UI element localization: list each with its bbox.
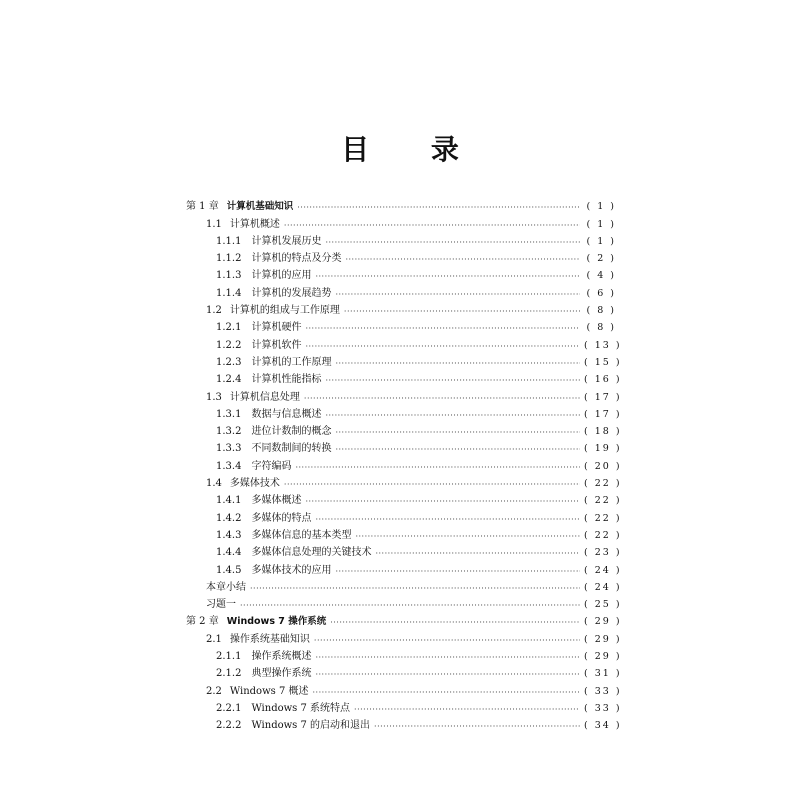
toc-entry-title: 进位计数制的概念 <box>251 426 332 438</box>
dot-leader <box>355 532 580 542</box>
toc-entry-page: ( 29 ) <box>584 651 622 663</box>
toc-entry-page: ( 1 ) <box>586 201 616 213</box>
toc-entry-title: 数据与信息概述 <box>251 408 322 420</box>
toc-entry-number: 1.4.4 <box>216 547 242 559</box>
toc-subsection-entry <box>186 265 616 282</box>
dot-leader <box>250 584 580 594</box>
toc-section-entry <box>186 213 616 230</box>
toc-entry-page: ( 17 ) <box>584 391 622 403</box>
toc-entry-title: 多媒体信息的基本类型 <box>251 529 352 541</box>
toc-entry-page: ( 15 ) <box>584 356 622 368</box>
dot-leader <box>304 394 580 404</box>
toc-chapter-entry <box>186 196 616 213</box>
toc-entry-title: Windows 7 概述 <box>229 685 309 697</box>
toc-entry-title: 计算机信息处理 <box>229 391 300 403</box>
dot-leader <box>305 342 580 352</box>
toc-entry-title: 不同数制间的转换 <box>251 443 332 455</box>
toc-entry-page: ( 8 ) <box>586 322 616 334</box>
toc-entry-title: 计算机概述 <box>229 218 280 230</box>
toc-entry-page: ( 17 ) <box>584 408 622 420</box>
toc-subsection-entry <box>186 369 622 386</box>
toc-entry-number: 1.3.4 <box>216 460 242 472</box>
toc-entry-title: 本章小结 <box>206 581 246 593</box>
toc-entry-number: 1.4 <box>206 478 222 490</box>
toc-subsection-entry <box>186 715 622 732</box>
toc-entry-title: 操作系统概述 <box>251 651 312 663</box>
toc-entry-number: 1.1 <box>206 218 222 230</box>
toc-entry-number: 1.3.3 <box>216 443 242 455</box>
toc-subsection-entry <box>186 421 622 438</box>
dot-leader <box>335 428 580 438</box>
toc-entry-number: 1.1.1 <box>216 235 242 247</box>
toc-entry-title: 计算机的特点及分类 <box>251 253 342 265</box>
toc-section-entry <box>186 386 622 403</box>
toc-subsection-entry <box>186 282 616 299</box>
toc-entry-title: 计算机的组成与工作原理 <box>229 305 340 317</box>
toc-entry-number: 1.2 <box>206 305 222 317</box>
toc-entry-title: 计算机基础知识 <box>226 201 294 213</box>
toc-subsection-entry <box>186 542 622 559</box>
dot-leader <box>325 238 580 248</box>
page-title: 目 录 <box>341 133 485 166</box>
toc-entry-page: ( 23 ) <box>584 547 622 559</box>
toc-section-entry <box>186 577 622 594</box>
toc-entry-page: ( 2 ) <box>586 253 616 265</box>
toc-subsection-entry <box>186 646 622 663</box>
toc-section-entry <box>186 628 622 645</box>
toc-entry-title: 字符编码 <box>251 460 292 472</box>
dot-leader <box>240 601 580 611</box>
toc-entry-title: 计算机的应用 <box>251 270 312 282</box>
table-of-contents <box>186 196 622 732</box>
dot-leader <box>335 445 580 455</box>
dot-leader <box>314 636 580 646</box>
toc-entry-title: 多媒体技术的应用 <box>251 564 332 576</box>
toc-subsection-entry <box>186 231 616 248</box>
toc-subsection-entry <box>186 490 622 507</box>
toc-entry-number: 1.2.3 <box>216 356 242 368</box>
toc-entry-page: ( 22 ) <box>584 512 622 524</box>
toc-section-entry <box>186 680 622 697</box>
toc-entry-number: 1.3.1 <box>216 408 242 420</box>
toc-entry-page: ( 29 ) <box>584 633 622 645</box>
toc-entry-page: ( 18 ) <box>584 426 622 438</box>
dot-leader <box>312 688 580 698</box>
toc-entry-title: 多媒体概述 <box>251 495 302 507</box>
dot-leader <box>284 480 580 490</box>
dot-leader <box>354 705 580 715</box>
toc-entry-page: ( 33 ) <box>584 702 622 714</box>
toc-entry-title: 计算机硬件 <box>251 322 302 334</box>
toc-entry-number: 1.4.3 <box>216 529 242 541</box>
toc-section-entry <box>186 473 622 490</box>
toc-subsection-entry <box>186 404 622 421</box>
dot-leader <box>315 653 580 663</box>
toc-entry-page: ( 25 ) <box>584 599 622 611</box>
toc-entry-page: ( 24 ) <box>584 564 622 576</box>
toc-entry-page: ( 22 ) <box>584 529 622 541</box>
dot-leader <box>315 272 580 282</box>
dot-leader <box>344 307 580 317</box>
toc-entry-number: 2.1.1 <box>216 651 242 663</box>
toc-entry-number: 1.4.2 <box>216 512 242 524</box>
toc-entry-page: ( 1 ) <box>586 218 616 230</box>
toc-entry-page: ( 22 ) <box>584 495 622 507</box>
toc-entry-title: 多媒体技术 <box>229 478 280 490</box>
toc-entry-number: 第 2 章 <box>186 616 219 628</box>
toc-entry-page: ( 19 ) <box>584 443 622 455</box>
toc-subsection-entry <box>186 525 622 542</box>
toc-subsection-entry <box>186 438 622 455</box>
toc-entry-title: Windows 7 的启动和退出 <box>251 720 371 732</box>
toc-entry-title: 多媒体的特点 <box>251 512 312 524</box>
dot-leader <box>295 463 580 473</box>
dot-leader <box>375 549 580 559</box>
dot-leader <box>325 411 580 421</box>
toc-entry-page: ( 13 ) <box>584 339 622 351</box>
dot-leader <box>335 567 580 577</box>
toc-entry-number: 2.1 <box>206 633 222 645</box>
toc-entry-page: ( 22 ) <box>584 478 622 490</box>
toc-entry-title: 计算机性能指标 <box>251 374 322 386</box>
dot-leader <box>374 722 580 732</box>
toc-subsection-entry <box>186 317 616 334</box>
toc-entry-number: 2.2 <box>206 685 222 697</box>
toc-entry-number: 1.1.2 <box>216 253 242 265</box>
toc-entry-number: 1.1.3 <box>216 270 242 282</box>
dot-leader <box>297 203 580 213</box>
toc-entry-number: 1.4.5 <box>216 564 242 576</box>
toc-entry-number: 1.3.2 <box>216 426 242 438</box>
toc-subsection-entry <box>186 559 622 576</box>
dot-leader <box>305 497 580 507</box>
toc-entry-title: 计算机软件 <box>251 339 302 351</box>
dot-leader <box>335 359 580 369</box>
dot-leader <box>315 670 580 680</box>
toc-entry-page: ( 29 ) <box>584 616 622 628</box>
toc-subsection-entry <box>186 352 622 369</box>
dot-leader <box>315 515 580 525</box>
toc-entry-title: 多媒体信息处理的关键技术 <box>251 547 372 559</box>
toc-entry-page: ( 33 ) <box>584 685 622 697</box>
toc-chapter-entry <box>186 611 622 628</box>
toc-entry-page: ( 6 ) <box>586 287 616 299</box>
toc-entry-page: ( 24 ) <box>584 581 622 593</box>
toc-subsection-entry <box>186 334 622 351</box>
toc-entry-page: ( 20 ) <box>584 460 622 472</box>
toc-entry-number: 第 1 章 <box>186 201 219 213</box>
dot-leader <box>325 376 580 386</box>
toc-section-entry <box>186 300 616 317</box>
toc-entry-page: ( 16 ) <box>584 374 622 386</box>
toc-entry-title: 计算机的发展趋势 <box>251 287 332 299</box>
toc-entry-page: ( 4 ) <box>586 270 616 282</box>
toc-entry-title: 计算机的工作原理 <box>251 356 332 368</box>
toc-subsection-entry <box>186 455 622 472</box>
toc-section-entry <box>186 594 622 611</box>
dot-leader <box>305 324 580 334</box>
toc-entry-number: 1.1.4 <box>216 287 242 299</box>
toc-entry-number: 1.3 <box>206 391 222 403</box>
toc-entry-number: 2.1.2 <box>216 668 242 680</box>
toc-entry-number: 1.2.2 <box>216 339 242 351</box>
toc-subsection-entry <box>186 698 622 715</box>
toc-entry-title: 典型操作系统 <box>251 668 312 680</box>
dot-leader <box>330 618 580 628</box>
toc-entry-page: ( 34 ) <box>584 720 622 732</box>
toc-entry-number: 2.2.1 <box>216 702 242 714</box>
toc-subsection-entry <box>186 663 622 680</box>
toc-entry-number: 1.2.1 <box>216 322 242 334</box>
toc-entry-title: 操作系统基础知识 <box>229 633 310 645</box>
toc-entry-number: 2.2.2 <box>216 720 242 732</box>
toc-entry-number: 1.4.1 <box>216 495 242 507</box>
dot-leader <box>284 221 580 231</box>
toc-entry-title: Windows 7 操作系统 <box>226 616 327 628</box>
toc-entry-title: Windows 7 系统特点 <box>251 702 351 714</box>
dot-leader <box>335 290 580 300</box>
toc-entry-page: ( 31 ) <box>584 668 622 680</box>
toc-subsection-entry <box>186 507 622 524</box>
toc-entry-title: 计算机发展历史 <box>251 235 322 247</box>
dot-leader <box>345 255 580 265</box>
toc-entry-page: ( 8 ) <box>586 305 616 317</box>
toc-subsection-entry <box>186 248 616 265</box>
toc-entry-title: 习题一 <box>206 599 236 611</box>
toc-entry-number: 1.2.4 <box>216 374 242 386</box>
toc-entry-page: ( 1 ) <box>586 235 616 247</box>
